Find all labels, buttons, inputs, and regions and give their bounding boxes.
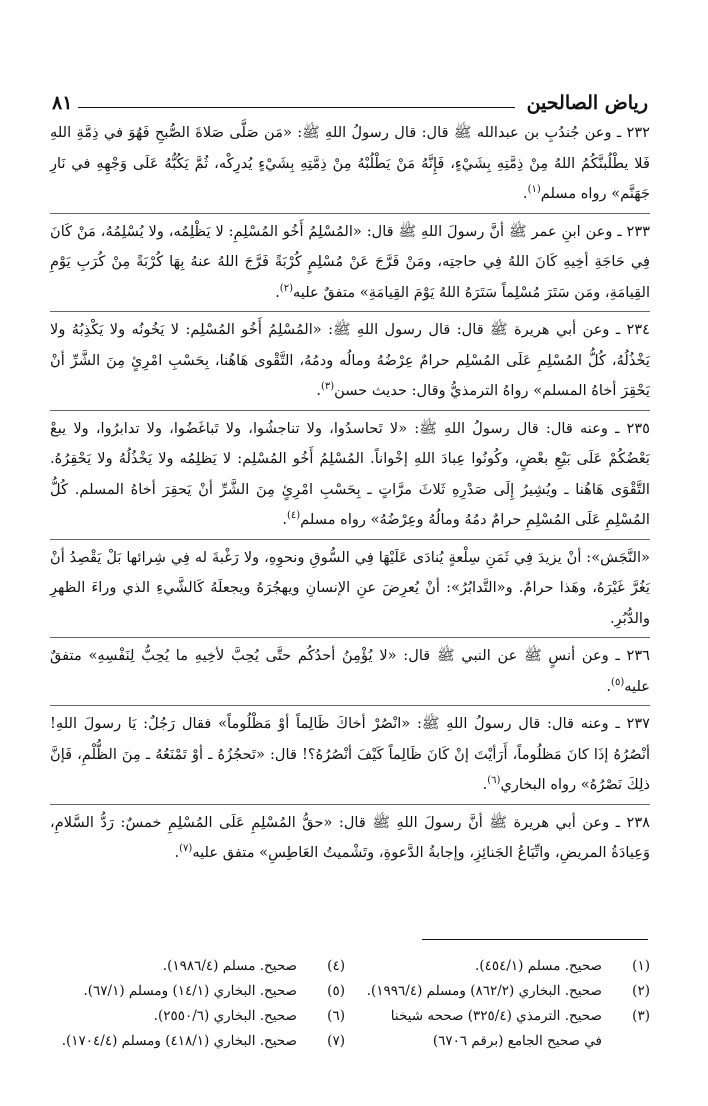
hadith-body [50,118,650,869]
footnote-ref: (٢) [279,282,293,294]
hadith-232: ٢٣٢ ـ وعن جُندُبِ بن عبدالله ﷺ قال: قال رسولُ اللهِ ﷺ: «مَن صَلَّى صَلاةَ الصُّبحِ فَهُوَ في ذِمَّةِ اللهِ فَلا يطْلُبنَّكُمُ اللهُ مِنْ ذِمَّتِهِ بِشَيْءٍ، فَإِنَّهُ مَنْ يَطْلُبْهُ مِنْ ذِمَّتِهِ بِشَيْءٍ يُدرِكْه، ثُمَّ يَكُبُّهُ عَلَى وَجْهِهِ في نَارِ جَهَنَّم» رواه مسلم$^{(١)}$. [50,124,650,202]
footnote-7: (٧) صحيح. البخاري (٤١٨/١) ومسلم (١٧٠٤/٤). [61,1033,345,1049]
footnote-5: (٥) صحيح. البخاري (١٤/١) ومسلم (٦٧/١). [83,983,345,999]
page-number: ٨١ [52,92,73,114]
footnote-3: (٣) صحيح. الترمذي (٣٢٥/٤) صححه شيخنا في صحيح الجامع (برقم ٦٧٠٦) [390,1008,650,1049]
hadith-236: ٢٣٦ ـ وعن أنسٍ ﷺ عن النبي ﷺ قال: «لا يُؤْمِنُ أحدُكُم حتَّى يُحِبَّ لأخِيهِ ما يُحِبُّ لِنَفْسِهِ» متفقٌ عليه$^{(٥)}$. [50,647,650,695]
divider [50,637,650,638]
header-rule [78,107,514,108]
footnote-ref: (٧) [179,843,193,855]
hadith-238: ٢٣٨ ـ وعن أبي هريرة ﷺ أنَّ رسولَ اللهِ ﷺ قال: «حقُّ المُسْلِمِ عَلَى المُسْلِمِ خمسٌ: رَدُّ السَّلامِ، وَعِيادَةُ المريضِ، واتِّبَاعُ الجَنائِزِ، وإجابةُ الدَّعوةِ، وتَشْميتُ العَاطِسِ» متفق عليه$^{(٧)}$. [50,813,650,861]
footnotes [50,954,650,1054]
explanation-najash: «النَّجَش»: أنْ يزيدَ فِي ثَمَنِ سِلْعةٍ يُنادَى عَلَيْهَا فِي السُّوقِ ونحوِهِ، ولا رَغْبةَ له فِي شِرائها بَلْ يَقْصِدُ أنْ يَغُرَّ غَيْرَهُ، وهَذا حرامٌ. و«التَّدابُرُ»: أنْ يُعرِضَ عنِ الإنسانِ ويهجُرَهُ ويجعلَهُ كَالشَّيءِ الذي وراءَ الظهرِ والدُّبُرِ. [50,548,650,627]
running-title: رياض الصالحين [526,92,648,114]
divider [50,311,650,312]
hadith-233: ٢٣٣ ـ وعن ابنِ عمر ﷺ أنَّ رسولَ اللهِ ﷺ قال: «المُسْلِمُ أَخُو المُسْلِمِ: لا يَظْلِمُه، ولا يُسْلِمُهُ، مَنْ كَانَ فِي حَاجَةِ أخِيهِ كَانَ اللهُ فِي حاجتِه، ومَنْ فَرَّجَ عَنْ مُسْلِمٍ كُرْبَةً فَرَّجَ اللهُ عنهُ بِهَا كُرْبَةً مِنْ كُرَبِ يَوْمِ القِيامَةِ، ومَن سَتَرَ مُسْلِماً سَتَرَهُ اللهُ يَوْمَ القِيامَةِ» متفقٌ عليه$^{(٢)}$. [50,222,650,301]
footnote-ref: (٥) [611,676,625,688]
footnote-rule [422,939,648,940]
hadith-235: ٢٣٥ ـ وعنه قال: قال رسولُ اللهِ ﷺ: «لا تَحاسدُوا، ولا تناجشُوا، ولا تَباغَضُوا، ولا تدابرُوا، ولا يبعْ بَعْضُكُمْ عَلَى بَيْعِ بعْضٍ، وكُونُوا عِبادَ اللهِ إخْواناً. المُسْلِمُ أَخُو المُسْلِم: لا يَظلِمُه ولا يَخْذُلُهُ ولا يَحْقِرُهُ. التَّقْوَى هَاهُنا ـ ويُشِيرُ إِلَى صَدْرِهِ ثَلاثَ مرَّاتٍ ـ بِحَسْبِ امْرِئٍ مِنَ الشَّرِّ أنْ يَحقِرَ أخاهُ المسلم. كُلُّ المُسْلِمِ عَلَى المُسْلِمِ حرامٌ دمُهُ ومالُهُ وعِرْضُهُ» رواه مسلم$^{(٤)}$. [50,419,650,528]
divider [50,410,650,411]
footnote-ref: (٣) [320,381,335,393]
footnote-4: (٤) صحيح. مسلم (١٩٨٦/٤). [162,958,345,974]
footnote-6: (٦) صحيح. البخاري (٢٥٥٠/٦). [153,1008,345,1024]
footnote-ref: (١) [527,184,541,196]
hadith-234: ٢٣٤ ـ وعن أبي هريرة ﷺ قال: قال رسول اللهِ ﷺ: «المُسْلِمُ أَخُو المُسْلِم: لا يَخُونُه ولا يَكْذِبُهُ ولا يَخْذُلُهُ، كُلُّ المُسْلِمِ عَلَى المُسْلِم حرامٌ عِرْضُهُ ومالُه ودمُهُ، التَّقْوى هَاهُنا، بِحَسْبِ امْرِئٍ مِنَ الشَّرِّ أنْ يَحْقِرَ أخاهُ المسلم» رواهُ الترمذيُّ وقال: حديث حسن$^{(٣)}$. [50,321,650,399]
divider [50,539,650,540]
hadith-237: ٢٣٧ ـ وعنه قال: قال رسولُ اللهِ ﷺ: «انْصُرْ أخاكَ ظَالِماً أوْ مَظْلُوماً» فقال رَجُلٌ: يَا رسولَ اللهِ! أنْصُرُهُ إذَا كانَ مَظلُوماً، أَرَأيْتَ إنْ كَانَ ظَالِماً كَيْفَ أنْصُرُهُ؟! قال: «تَحجُزُهُ ـ أوْ تَمْنَعُهُ ـ مِنَ الظُّلْمِ، فَإنَّ ذلِكَ نَصْرُهُ» رواه البخاري$^{(٦)}$. [50,715,650,793]
page-header [52,84,648,114]
footnote-1: (١) صحيح. مسلم (٤٥٤/١). [475,958,650,974]
divider [50,804,650,805]
footnote-ref: (٤) [286,510,301,522]
divider [50,213,650,214]
footnote-ref: (٦) [487,775,501,787]
divider [50,705,650,706]
footnote-2: (٢) صحيح. البخاري (٨٦٢/٢) ومسلم (١٩٩٦/٤). [366,983,650,999]
